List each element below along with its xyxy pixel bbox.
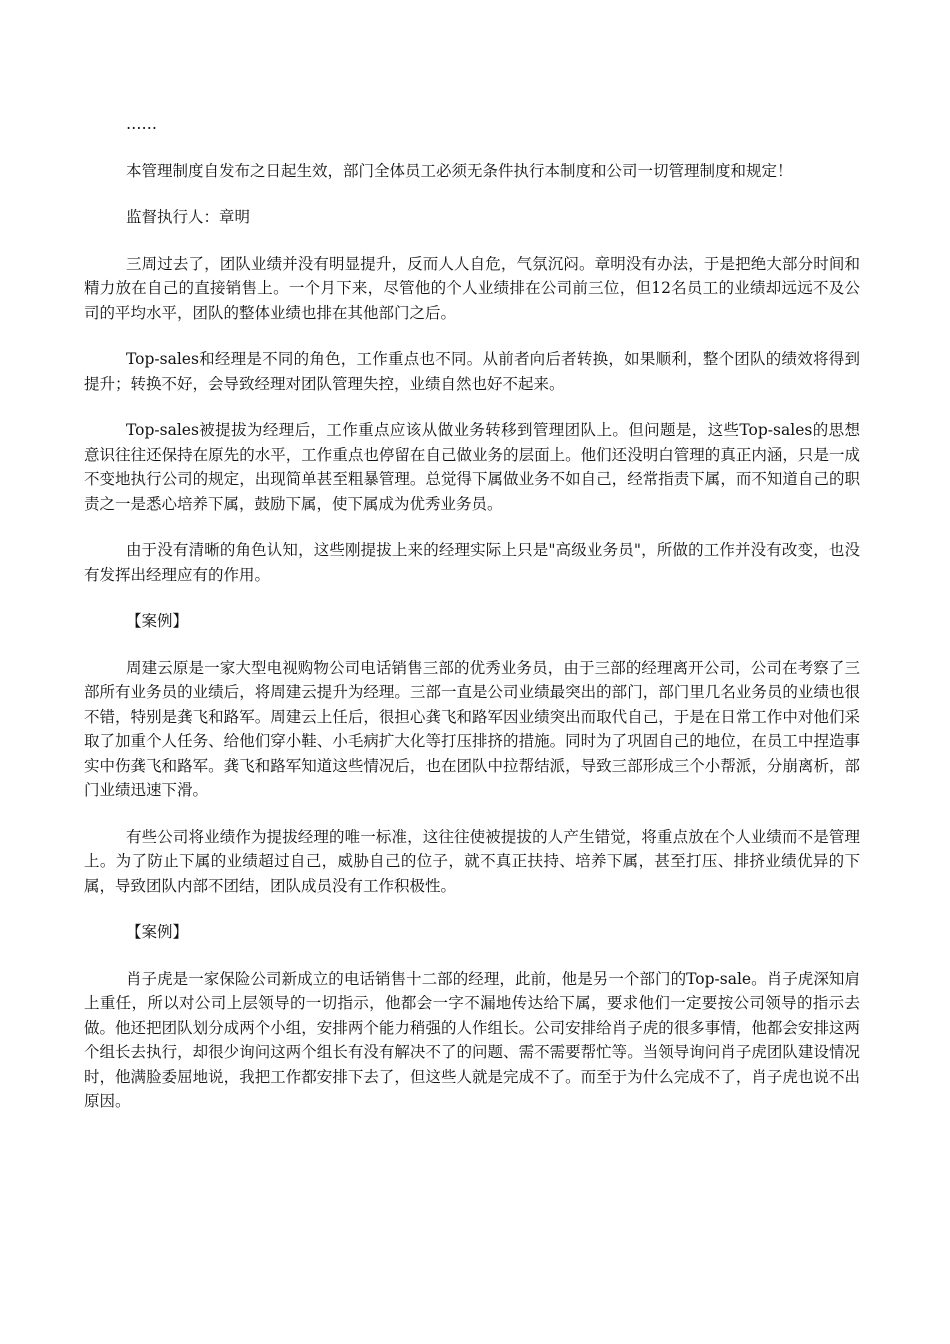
paragraph-case-zhou: 周建云原是一家大型电视购物公司电话销售三部的优秀业务员，由于三部的经理离开公司，公司在考察了三部所有业务员的业绩后，将周建云提升为经理。三部一直是公司业绩最突出的部门，部门里几名业务员的业绩也很不错，特别是龚飞和路军。周建云上任后，很担心龚飞和路军因业绩突出而取代自己，于是在日常工作中对他们采取了加重个人任务、给他们穿小鞋、小毛病扩大化等打压排挤的措施。同时为了巩固自己的地位，在员工中捏造事实中伤龚飞和路军。龚飞和路军知道这些情况后，也在团队中拉帮结派，导致三部形成三个小帮派，分崩离析，部门业绩迅速下滑。	[84, 658, 860, 799]
paragraph-case-xiao: 肖子虎是一家保险公司新成立的电话销售十二部的经理，此前，他是另一个部门的Top-sale。肖子虎深知肩上重任，所以对公司上层领导的一切指示，他都会一字不漏地传达给下属，要求他们一定要按公司领导的指示去做。他还把团队划分成两个小组，安排两个能力稍强的人作组长。公司安排给肖子虎的很多事情，他都会安排这两个组长去执行，却很少询问这两个组长有没有解决不了的问题、需不需要帮忙等。当领导询问肖子虎团队建设情况时，他满脸委屈地说，我把工作都安排下去了，但这些人就是完成不了。而至于为什么完成不了，肖子虎也说不出原因。	[84, 969, 860, 1110]
paragraph-promotion-focus: Top-sales被提拔为经理后，工作重点应该从做业务转移到管理团队上。但问题是，这些Top-sales的思想意识往往还保持在原先的水平，工作重点也停留在自己做业务的层面上。他们还没明白管理的真正内涵，只是一成不变地执行公司的规定，出现简单甚至粗暴管理。总觉得下属做业务不如自己，经常指责下属，而不知道自己的职责之一是悉心培养下属，鼓励下属，使下属成为优秀业务员。	[84, 421, 860, 513]
paragraph-role-cognition: 由于没有清晰的角色认知，这些刚提拔上来的经理实际上只是"高级业务员"，所做的工作并没有改变，也没有发挥出经理应有的作用。	[84, 541, 860, 584]
paragraph-three-weeks: 三周过去了，团队业绩并没有明显提升，反而人人自危，气氛沉闷。章明没有办法，于是把绝大部分时间和精力放在自己的直接销售上。一个月下来，尽管他的个人业绩排在公司前三位，但12名员工的业绩却远远不及公司的平均水平，团队的整体业绩也排在其他部门之后。	[84, 254, 860, 322]
case-heading-2: 【案例】	[126, 923, 189, 941]
document-page	[84, 112, 860, 1136]
ellipsis-line: ……	[126, 115, 157, 133]
paragraph-performance-standard: 有些公司将业绩作为提拔经理的唯一标准，这往往使被提拔的人产生错觉，将重点放在个人业绩而不是管理上。为了防止下属的业绩超过自己，威胁自己的位子，就不真正扶持、培养下属，甚至打压、排挤业绩优异的下属，导致团队内部不团结，团队成员没有工作积极性。	[84, 827, 860, 895]
case-heading-1: 【案例】	[126, 612, 189, 630]
paragraph-effective-rule: 本管理制度自发布之日起生效，部门全体员工必须无条件执行本制度和公司一切管理制度和规定！	[126, 161, 793, 180]
paragraph-role-difference: Top-sales和经理是不同的角色，工作重点也不同。从前者向后者转换，如果顺利，整个团队的绩效将得到提升；转换不好，会导致经理对团队管理失控，业绩自然也好不起来。	[84, 350, 860, 393]
paragraph-supervisor: 监督执行人：章明	[126, 208, 251, 226]
